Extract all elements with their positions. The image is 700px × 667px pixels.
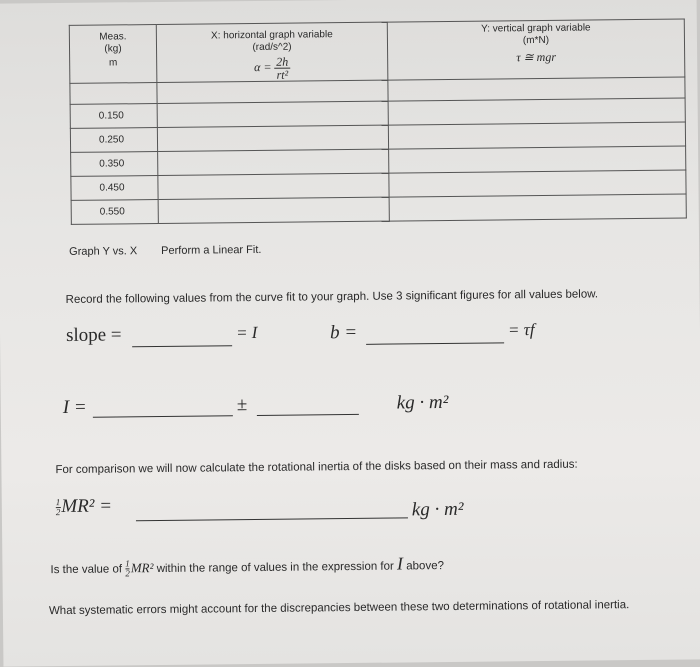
half-numerator: 1 — [55, 497, 61, 508]
slope-blank[interactable] — [132, 345, 232, 347]
alpha-lhs: α = — [254, 59, 272, 75]
plus-minus: ± — [236, 394, 248, 416]
y-value-cell[interactable] — [388, 122, 685, 149]
slope-label: slope = — [65, 324, 122, 346]
half-fraction — [56, 498, 61, 517]
i-label: I = — [62, 396, 87, 419]
y-header-title: Y: vertical graph variable — [481, 22, 591, 35]
graph-instruction: Graph Y vs. X — [69, 245, 138, 258]
alpha-denominator: rt² — [276, 67, 289, 82]
slope-equals-i: = I — [235, 322, 258, 343]
alpha-numerator: 2h — [276, 54, 289, 69]
question-1 — [50, 553, 444, 580]
half-denominator: 2 — [55, 507, 61, 518]
mass-value: 0.550 — [71, 200, 158, 225]
q1-half-numerator: 1 — [125, 558, 130, 569]
table-row — [71, 194, 686, 224]
x-header-title: X: horizontal graph variable — [210, 29, 333, 42]
mass-symbol-cell — [70, 57, 157, 105]
y-value-cell[interactable] — [389, 194, 686, 221]
y-header-unit: (m*N) — [522, 34, 550, 47]
q1-i-symbol: I — [396, 553, 404, 574]
mr2-units: kg · m² — [411, 498, 464, 521]
x-value-cell[interactable] — [158, 197, 389, 223]
b-label: b = — [329, 321, 358, 344]
record-instruction: Record the following values from the curve fit to your graph. Use 3 significant figures for all values below. — [65, 288, 599, 306]
mass-value: 0.450 — [71, 176, 158, 201]
q1-before: Is the value of — [50, 563, 123, 577]
x-header — [156, 22, 388, 82]
mass-header — [69, 25, 157, 84]
question-2: What systematic errors might account for the discrepancies between these two determinations of rotational inertia. — [48, 599, 630, 618]
i-units: kg · m² — [396, 391, 449, 414]
x-header-unit: (rad/s^2) — [252, 41, 292, 54]
y-value-cell[interactable] — [388, 98, 685, 125]
q1-mr2: MR² — [130, 560, 154, 576]
b-equals-tau: = τf — [507, 320, 535, 340]
alpha-fraction — [274, 56, 290, 81]
half-mr2-expression — [56, 496, 112, 519]
data-table — [69, 18, 687, 224]
alpha-formula — [157, 55, 387, 82]
formula-x-cell — [157, 80, 388, 103]
y-value-cell[interactable] — [389, 146, 686, 173]
x-value-cell[interactable] — [157, 101, 388, 127]
mass-header-title: Meas. — [99, 31, 127, 43]
y-value-cell[interactable] — [389, 170, 686, 197]
x-value-cell[interactable] — [157, 125, 388, 151]
comparison-text: For comparison we will now calculate the rotational inertia of the disks based on their mass and radius: — [55, 458, 578, 477]
mass-symbol: m — [108, 57, 118, 69]
mass-header-unit: (kg) — [104, 43, 122, 55]
y-header — [387, 19, 685, 80]
q1-half-denominator: 2 — [125, 568, 130, 579]
b-blank[interactable] — [366, 342, 504, 344]
mass-value: 0.150 — [70, 104, 157, 129]
mr2-blank[interactable] — [136, 517, 408, 521]
x-value-cell[interactable] — [158, 173, 389, 199]
x-value-cell[interactable] — [158, 149, 389, 175]
q1-half-fraction — [125, 560, 130, 579]
mr2-label: MR² = — [61, 495, 113, 518]
mass-value: 0.250 — [70, 128, 157, 153]
uncertainty-blank[interactable] — [257, 414, 359, 416]
mass-value: 0.350 — [71, 152, 158, 177]
i-blank[interactable] — [93, 415, 233, 417]
fit-instruction: Perform a Linear Fit. — [161, 243, 262, 257]
q1-after: above? — [406, 560, 445, 573]
torque-formula: τ ≅ mgr — [516, 49, 557, 65]
q1-middle: within the range of values in the expression for — [156, 560, 394, 576]
